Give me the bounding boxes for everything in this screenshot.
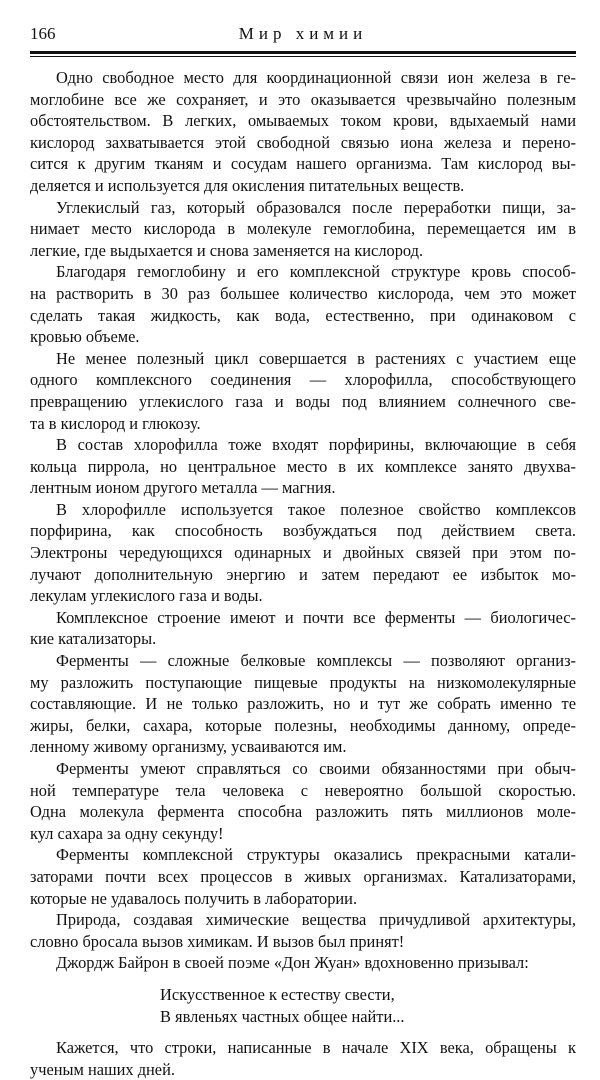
text-line: сделать такая жидкость, как вода, естественно, при одинаковом с — [30, 305, 576, 325]
text-line: Природа, создавая химические вещества причудливой архитектуры, — [56, 910, 576, 930]
header-rule-thick — [30, 51, 576, 54]
page-header — [30, 20, 576, 48]
text-line: Электроны чередующихся одинарных и двойных связей при этом по- — [30, 543, 576, 563]
text-line: Одна молекула фермента способна разложить пять миллионов моле- — [30, 802, 576, 822]
text-line: составляющие. И не только разложить, но и тут же собрать именно те — [30, 694, 576, 714]
paragraph-chlorophyll-magnesium — [30, 434, 576, 499]
text-line: которые не удавалось получить в лаборатории. — [30, 888, 358, 908]
text-line: Ферменты комплексной структуры оказались прекрасными катали- — [56, 845, 576, 865]
verse-line: Искусственное к естеству свести, — [160, 984, 395, 1004]
text-line: Джордж Байрон в своей поэме «Дон Жуан» вдохновенно призывал: — [56, 953, 529, 973]
text-line: сится к другим тканям и сосудам нашего организма. Там кислород вы- — [30, 154, 576, 174]
paragraph-porphyrin-excitation — [30, 499, 576, 607]
paragraph-enzymes-catalysts — [30, 844, 576, 909]
text-line: словно бросала вызов химикам. И вызов был принят! — [30, 931, 405, 951]
text-line: заторами почти всех процессов в живых организмах. Катализаторами, — [30, 866, 576, 886]
text-line: му разложить поступающие пищевые продукты на низкомолекулярные — [30, 672, 576, 692]
text-line: Ферменты — сложные белковые комплексы — позволяют организ- — [56, 651, 576, 671]
text-line: ученым наших дней. — [30, 1059, 175, 1079]
page-number: 166 — [30, 24, 56, 43]
text-line: кровью объеме. — [30, 327, 140, 347]
text-line: Комплексное строение имеют и почти все ферменты — биологичес- — [56, 607, 576, 627]
text-line: обстоятельством. В легких, омываемых током крови, вдыхаемый нами — [30, 111, 576, 131]
text-line: кие катализаторы. — [30, 629, 157, 649]
text-line: легкие, где выдыхается и снова заменяется на кислород. — [30, 240, 424, 260]
paragraph-byron-intro — [30, 952, 576, 974]
text-line: Одно свободное место для координационной связи ион железа в ге- — [56, 68, 576, 87]
text-line: одного комплексного соединения — хлорофилла, способствующего — [30, 370, 576, 390]
paragraph-chlorophyll-cycle — [30, 348, 576, 434]
header-rule-thin — [30, 56, 576, 57]
poem-quote — [30, 984, 576, 1027]
text-line: превращению углекислого газа и воды под влиянием солнечного све- — [30, 391, 576, 411]
text-line: лучают дополнительную энергию и затем передают ее избыток мо- — [30, 564, 576, 584]
text-line: порфирина, как способность возбуждаться под действием света. — [30, 521, 576, 541]
text-line: кольца пиррола, но центральное место в их комплексе занято двухва- — [30, 456, 576, 476]
text-line: нимает место кислорода в молекуле гемоглобина, перемещается им в — [30, 219, 576, 239]
paragraph-enzymes-intro — [30, 607, 576, 650]
text-line: Благодаря гемоглобину и его комплексной структуре кровь способ- — [56, 262, 576, 282]
verse-line: В явленьях частных общее найти... — [160, 1006, 405, 1026]
text-line: лекулам углекислого газа и воды. — [30, 586, 263, 606]
text-line: В состав хлорофилла тоже входят порфирины, включающие в себя — [56, 435, 576, 455]
paragraph-enzymes-digestion — [30, 650, 576, 758]
text-line: ной температуре тела человека с невероятно большой скоростью. — [30, 780, 576, 800]
text-line: Кажется, что строки, написанные в начале XIX века, обращены к — [56, 1038, 576, 1058]
text-line: Не менее полезный цикл совершается в растениях с участием еще — [56, 348, 576, 368]
paragraph-closing — [30, 1037, 576, 1080]
spacer — [30, 974, 576, 984]
text-line: та в кислород и глюкозу. — [30, 413, 201, 433]
text-line: моглобине все же сохраняет, и это оказывается чрезвычайно полезным — [30, 89, 576, 109]
paragraph-nature-challenge — [30, 909, 576, 952]
text-line: лентным ионом другого металла — магния. — [30, 478, 336, 498]
text-line: кислород захватывается этой свободной связью иона железа и перено- — [30, 132, 576, 152]
paragraph-blood-oxygen — [30, 261, 576, 347]
text-line: ленному живому организму, усваиваются им. — [30, 737, 347, 757]
paragraph-carbon-dioxide — [30, 197, 576, 262]
text-line: жиры, белки, сахара, которые полезны, необходимы данному, опреде- — [30, 715, 576, 735]
text-line: деляется и используется для окисления питательных веществ. — [30, 175, 465, 195]
text-line: Углекислый газ, который образовался после переработки пищи, за- — [56, 197, 576, 217]
text-line: В хлорофилле используется такое полезное свойство комплексов — [56, 499, 576, 519]
paragraph-hemoglobin-iron — [30, 67, 576, 197]
spacer — [30, 1027, 576, 1037]
running-title: Мир химии — [238, 24, 368, 43]
body-text — [30, 67, 576, 1080]
text-line: кул сахара за одну секунду! — [30, 823, 224, 843]
paragraph-enzymes-speed — [30, 758, 576, 844]
text-line: Ферменты умеют справляться со своими обязанностями при обыч- — [56, 759, 576, 778]
text-line: на растворить в 30 раз большее количество кислорода, чем это может — [30, 283, 576, 303]
